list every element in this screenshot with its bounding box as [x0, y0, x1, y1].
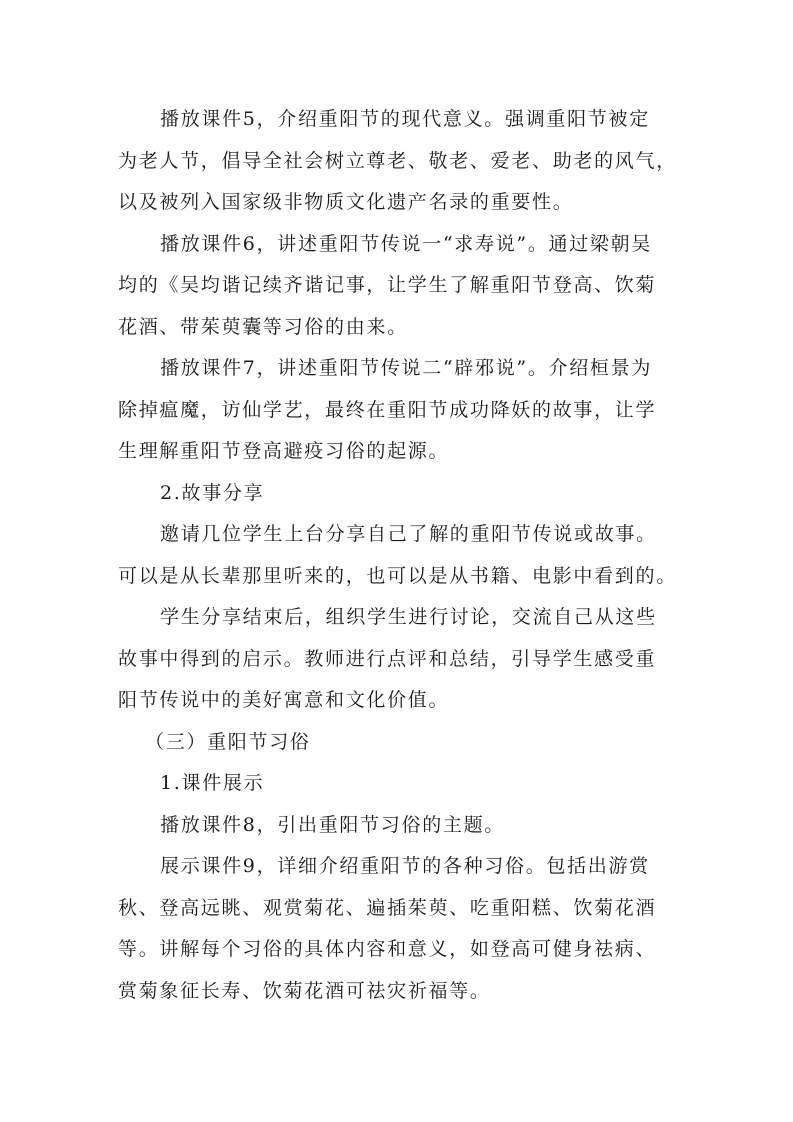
- paragraph-courseware-5-line-1: 播放课件5，介绍重阳节的现代意义。强调重阳节被定: [160, 108, 650, 130]
- paragraph-courseware-7-line-3: 生理解重阳节登高避疫习俗的起源。: [118, 440, 450, 462]
- paragraph-courseware-8: 播放课件8，引出重阳节习俗的主题。: [160, 814, 505, 836]
- paragraph-courseware-5-line-2: 为老人节，倡导全社会树立尊老、敬老、爱老、助老的风气，: [118, 150, 677, 172]
- paragraph-courseware-9-line-1: 展示课件9，详细介绍重阳节的各种习俗。包括出游赏: [160, 855, 650, 877]
- paragraph-courseware-7-line-2: 除掉瘟魔，访仙学艺，最终在重阳节成功降妖的故事，让学: [118, 399, 657, 421]
- paragraph-discussion-line-3: 阳节传说中的美好寓意和文化价值。: [118, 689, 450, 711]
- paragraph-invite-line-1: 邀请几位学生上台分享自己了解的重阳节传说或故事。: [160, 523, 657, 545]
- paragraph-discussion-line-2: 故事中得到的启示。教师进行点评和总结，引导学生感受重: [118, 648, 657, 670]
- paragraph-discussion-line-1: 学生分享结束后，组织学生进行讨论，交流自己从这些: [160, 606, 657, 628]
- paragraph-courseware-9-line-3: 等。讲解每个习俗的具体内容和意义，如登高可健身祛病、: [118, 938, 657, 960]
- heading-section-customs: （三）重阳节习俗: [145, 731, 311, 753]
- paragraph-courseware-7-line-1: 播放课件7，讲述重阳节传说二“辟邪说”。介绍桓景为: [160, 357, 653, 379]
- paragraph-courseware-6-line-1: 播放课件6，讲述重阳节传说一“求寿说”。通过梁朝吴: [160, 233, 653, 255]
- paragraph-courseware-6-line-3: 花酒、带茱萸囊等习俗的由来。: [118, 316, 408, 338]
- heading-story-sharing: 2.故事分享: [160, 482, 265, 504]
- paragraph-courseware-9-line-2: 秋、登高远眺、观赏菊花、遍插茱萸、吃重阳糕、饮菊花酒: [118, 897, 657, 919]
- paragraph-courseware-5-line-3: 以及被列入国家级非物质文化遗产名录的重要性。: [118, 191, 574, 213]
- paragraph-courseware-9-line-4: 赏菊象征长寿、饮菊花酒可祛灾祈福等。: [118, 980, 491, 1002]
- paragraph-courseware-6-line-2: 均的《吴均谐记续齐谐记事，让学生了解重阳节登高、饮菊: [118, 274, 657, 296]
- heading-courseware-display: 1.课件展示: [160, 772, 265, 794]
- paragraph-invite-line-2: 可以是从长辈那里听来的，也可以是从书籍、电影中看到的。: [118, 565, 677, 587]
